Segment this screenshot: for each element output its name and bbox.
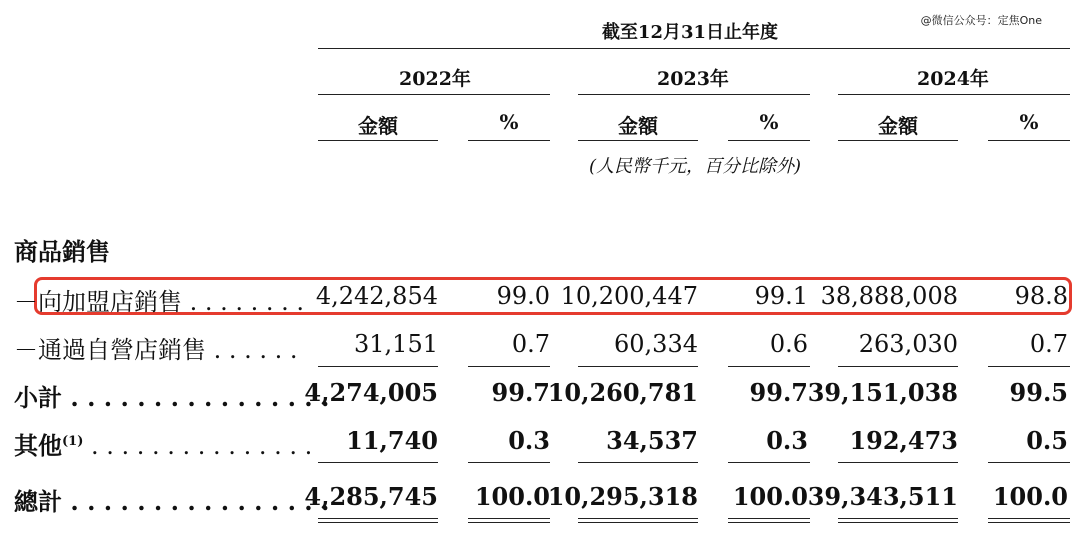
subhead-rule — [838, 140, 958, 141]
year-rule-2022 — [318, 94, 550, 95]
cell-2022-amount: 4,242,854 — [315, 282, 438, 310]
year-2023: 2023年 — [657, 68, 729, 90]
row-label: 總計 . . . . . . . . . . . . . . . . — [14, 487, 330, 516]
double-rule — [318, 518, 438, 519]
watermark: @微信公众号：定焦One — [920, 14, 1042, 27]
cell-2022-amount: 4,274,005 — [304, 378, 438, 407]
subtotal-rule — [318, 366, 438, 367]
double-rule — [468, 518, 550, 519]
cell-2022-pct: 99.7 — [491, 378, 550, 407]
cell-2023-amount: 10,295,318 — [547, 482, 698, 511]
cell-2023-pct: 100.0 — [732, 482, 808, 511]
total-rule — [838, 462, 958, 463]
subhead-rule — [318, 140, 438, 141]
cell-2022-amount: 11,740 — [346, 426, 438, 455]
subtotal-rule — [468, 366, 550, 367]
cell-2022-pct: 100.0 — [474, 482, 550, 511]
total-rule — [318, 462, 438, 463]
amount-header-2024: 金額 — [878, 114, 918, 138]
cell-2023-amount: 34,537 — [606, 426, 698, 455]
cell-2024-amount: 39,343,511 — [807, 482, 958, 511]
cell-2024-amount: 38,888,008 — [820, 282, 958, 310]
pct-header-2024: % — [1019, 110, 1039, 134]
cell-2022-amount: 4,285,745 — [304, 482, 438, 511]
double-rule — [578, 522, 698, 523]
section-title: 商品銷售 — [14, 237, 110, 266]
cell-2023-amount: 10,260,781 — [547, 378, 698, 407]
subhead-rule — [578, 140, 698, 141]
subhead-rule — [468, 140, 550, 141]
cell-2023-pct: 0.6 — [769, 330, 808, 358]
cell-2024-pct: 0.5 — [1026, 426, 1068, 455]
year-rule-2023 — [578, 94, 810, 95]
double-rule — [728, 522, 810, 523]
subhead-rule — [728, 140, 810, 141]
double-rule — [468, 522, 550, 523]
year-2024: 2024年 — [917, 68, 989, 90]
table-row — [0, 282, 1080, 314]
amount-header-2022: 金額 — [358, 114, 398, 138]
cell-2024-amount: 39,151,038 — [807, 378, 958, 407]
cell-2022-amount: 31,151 — [354, 330, 438, 358]
double-rule — [318, 522, 438, 523]
double-rule — [728, 518, 810, 519]
cell-2023-amount: 60,334 — [614, 330, 698, 358]
cell-2023-pct: 99.7 — [749, 378, 808, 407]
double-rule — [838, 518, 958, 519]
cell-2022-pct: 99.0 — [496, 282, 550, 310]
pct-header-2022: % — [499, 110, 519, 134]
cell-2024-pct: 0.7 — [1029, 330, 1068, 358]
row-label: －通過自營店銷售 . . . . . . — [14, 336, 298, 364]
row-label — [14, 426, 312, 461]
double-rule — [838, 522, 958, 523]
pct-header-2023: % — [759, 110, 779, 134]
table-row — [0, 426, 1080, 458]
table-row — [0, 330, 1080, 362]
total-rule — [578, 462, 698, 463]
cell-2024-pct: 98.8 — [1014, 282, 1068, 310]
cell-2023-pct: 99.1 — [754, 282, 808, 310]
leader-dots: . . . . . . . . . . . . . . . — [83, 432, 313, 460]
unit-note: (人民幣千元，百分比除外) — [588, 156, 802, 177]
cell-2024-pct: 100.0 — [992, 482, 1068, 511]
subtotal-rule — [988, 366, 1070, 367]
period-header: 截至12月31日止年度 — [601, 22, 779, 43]
footnote-marker: (1) — [62, 434, 84, 449]
cell-2022-pct: 0.7 — [511, 330, 550, 358]
amount-header-2023: 金額 — [618, 114, 658, 138]
cell-2022-pct: 0.3 — [508, 426, 550, 455]
subhead-rule — [988, 140, 1070, 141]
double-rule — [578, 518, 698, 519]
header-rule — [318, 48, 1070, 49]
year-rule-2024 — [838, 94, 1070, 95]
subtotal-rule — [838, 366, 958, 367]
cell-2024-amount: 192,473 — [849, 426, 958, 455]
subtotal-rule — [728, 366, 810, 367]
cell-2023-amount: 10,200,447 — [560, 282, 698, 310]
row-label-text: 其他 — [14, 431, 62, 460]
table-row — [0, 482, 1080, 514]
total-rule — [728, 462, 810, 463]
total-rule — [468, 462, 550, 463]
total-rule — [988, 462, 1070, 463]
subtotal-rule — [578, 366, 698, 367]
double-rule — [988, 518, 1070, 519]
row-label: 小計 . . . . . . . . . . . . . . . . — [14, 383, 330, 412]
double-rule — [988, 522, 1070, 523]
cell-2024-pct: 99.5 — [1009, 378, 1068, 407]
cell-2024-amount: 263,030 — [858, 330, 958, 358]
table-row — [0, 378, 1080, 410]
cell-2023-pct: 0.3 — [766, 426, 808, 455]
year-2022: 2022年 — [399, 68, 471, 90]
row-label: －向加盟店銷售 . . . . . . . . — [14, 288, 305, 316]
